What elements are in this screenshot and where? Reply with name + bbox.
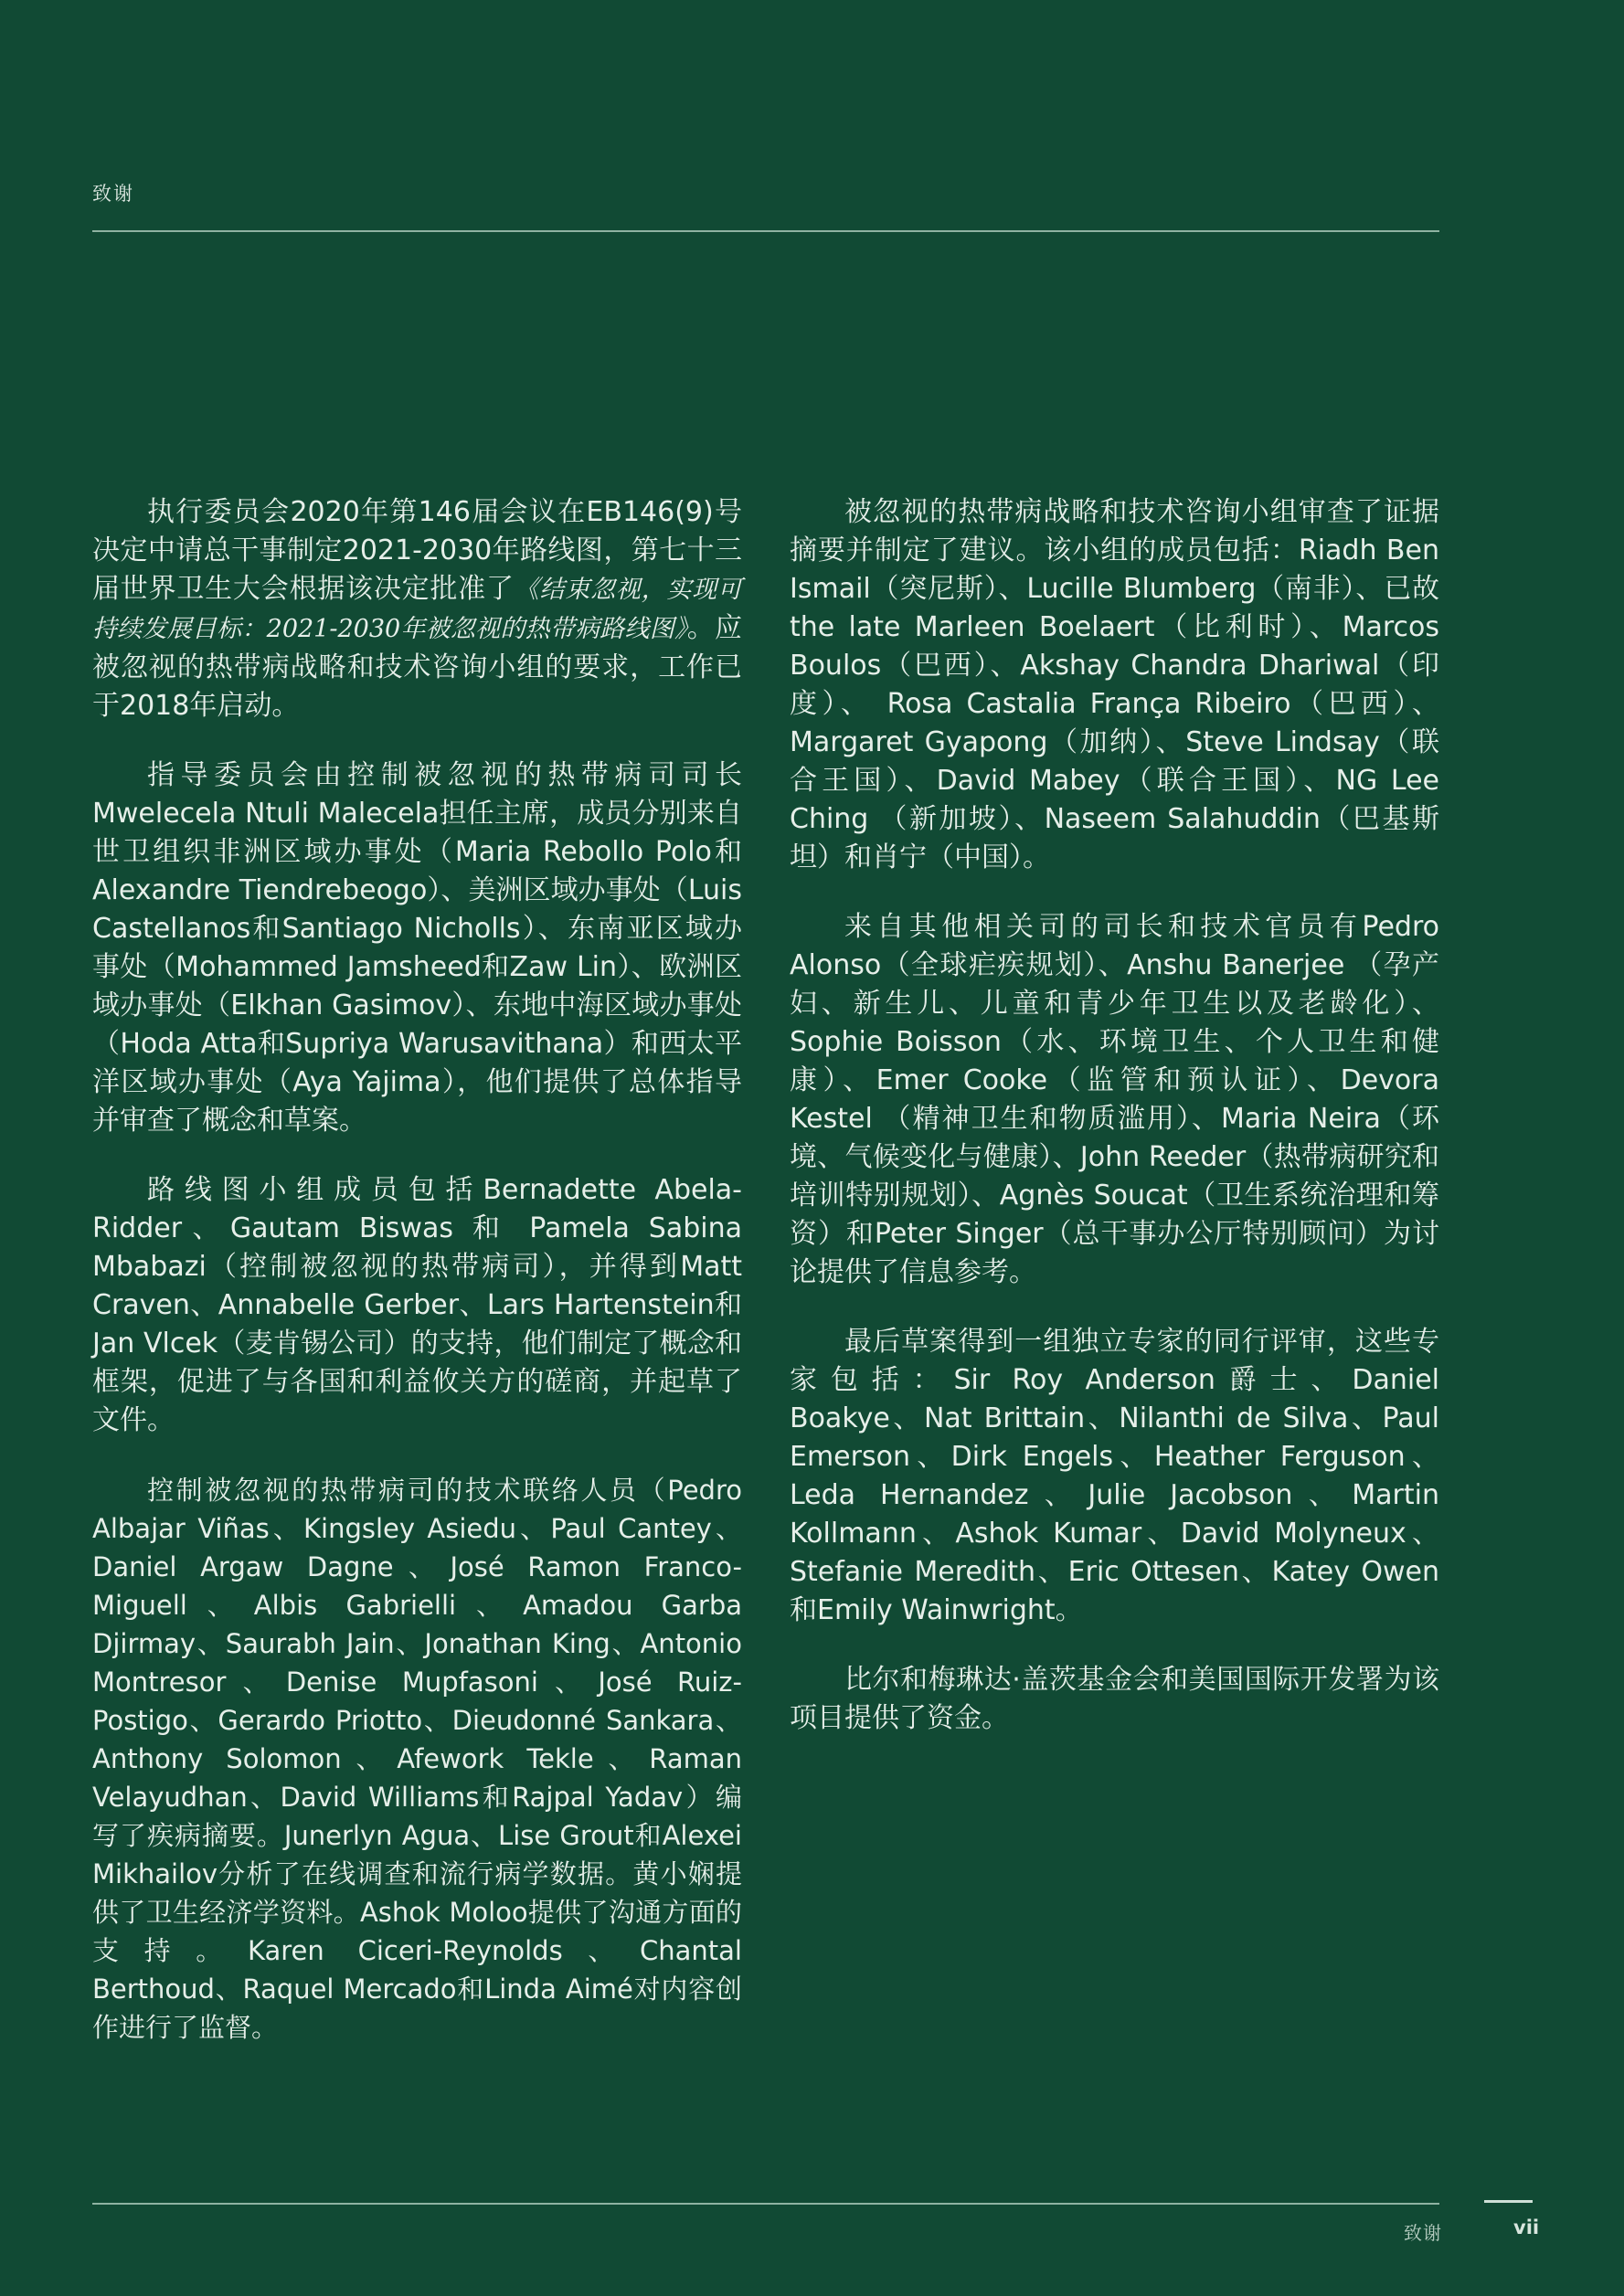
paragraph-roadmap-mandate — [92, 493, 742, 725]
paragraph-stag-review: 被忽视的热带病战略和技术咨询小组审查了证据摘要并制定了建议。该小组的成员包括：Riadh Ben Ismail（突尼斯）、Lucille Blumberg（南非）、已故the late Marleen Boelaert（比利时）、Marcos Boulos（巴西）、Akshay Chandra Dhariwal（印度）、 Rosa Castalia França Ribeiro（巴西）、Margaret Gyapong（加纳）、Steve Lindsay（联合王国）、David Mabey（联合王国）、NG Lee Ching （新加坡）、Naseem Salahuddin（巴基斯坦）和肖宁（中国）。 — [790, 496, 1439, 873]
paragraph-funding: 比尔和梅琳达·盖茨基金会和美国国际开发署为该项目提供了资金。 — [790, 1664, 1439, 1734]
page-number: vii — [1513, 2217, 1540, 2238]
paragraph-technical-focal-points: 控制被忽视的热带病司的技术联络人员（Pedro Albajar Viñas、Kingsley Asiedu、Paul Cantey、Daniel Argaw Dagne、José Ramon Franco-Miguell、Albis Gabrielli、Amadou Garba Djirmay、Saurabh Jain、Jonathan King、Antonio Montresor、Denise Mupfasoni、José Ruiz-Postigo、Gerardo Priotto、Dieudonné Sankara、Anthony Solomon、Afework Tekle、Raman Velayudhan、David Williams和Rajpal Yadav）编写了疾病摘要。Junerlyn Agua、Lise Grout和Alexei Mikhailov分析了在线调查和流行病学数据。黄小娴提供了卫生经济学资料。Ashok Moloo提供了沟通方面的支持。Karen Ciceri-Reynolds、Chantal Berthoud、Raquel Mercado和Linda Aimé对内容创作进行了监督。 — [92, 1475, 742, 2043]
header-divider — [92, 230, 1439, 232]
footer-divider — [92, 2203, 1439, 2205]
paragraph-peer-review: 最后草案得到一组独立专家的同行评审，这些专家包括：Sir Roy Anderson爵士、Daniel Boakye、Nat Brittain、Nilanthi de Silva、Paul Emerson、Dirk Engels、Heather Ferguson、Leda Hernandez、Julie Jacobson、Martin Kollmann、Ashok Kumar、David Molyneux、Stefanie Meredith、Eric Ottesen、Katey Owen和Emily Wainwright。 — [790, 1326, 1439, 1626]
paragraph-other-departments: 来自其他相关司的司长和技术官员有Pedro Alonso（全球疟疾规划）、Anshu Banerjee （孕产妇、新生儿、儿童和青少年卫生以及老龄化）、Sophie Boisson（水、环境卫生、个人卫生和健康）、Emer Cooke（监管和预认证）、Devora Kestel （精神卫生和物质滥用）、Maria Neira（环境、气候变化与健康）、John Reeder（热带病研究和培训特别规划）、Agnès Soucat（卫生系统治理和筹资）和Peter Singer（总干事办公厅特别顾问）为讨论提供了信息参考。 — [790, 911, 1439, 1288]
running-footer-label: 致谢 — [1404, 2222, 1442, 2244]
right-text-column — [790, 493, 1439, 1769]
running-header-label: 致谢 — [92, 183, 134, 205]
paragraph-roadmap-team: 路线图小组成员包括Bernadette Abela-Ridder、Gautam Biswas 和 Pamela Sabina Mbabazi（控制被忽视的热带病司），并得到Matt Craven、Annabelle Gerber、Lars Hartenstein和Jan Vlcek（麦肯锡公司）的支持，他们制定了概念和框架，促进了与各国和利益攸关方的磋商，并起草了文件。 — [92, 1174, 742, 1436]
left-text-column — [92, 493, 742, 2078]
paragraph-text: 。应被忽视的热带病战略和技术咨询小组的要求，工作已于2018年启动。 — [92, 612, 743, 722]
roadmap-title: 《结束忽视，实现可持续发展目标：2021-2030年被忽视的热带病路线图》 — [92, 576, 743, 643]
paragraph-steering-committee: 指导委员会由控制被忽视的热带病司司长Mwelecela Ntuli Malecela担任主席，成员分别来自世卫组织非洲区域办事处（Maria Rebollo Polo和Alexandre Tiendrebeogo）、美洲区域办事处（Luis Castellanos和Santiago Nicholls）、东南亚区域办事处（Mohammed Jamsheed和Zaw Lin）、欧洲区域办事处（Elkhan Gasimov）、东地中海区域办事处（Hoda Atta和Supriya Warusavithana）和西太平洋区域办事处（Aya Yajima），他们提供了总体指导并审查了概念和草案。 — [92, 759, 742, 1137]
paragraph-text: 执行委员会2020年第146届会议在EB146(9)号决定中请总干事制定2021-2030年路线图，第七十三届世界卫生大会根据该决定批准了 — [92, 496, 742, 605]
footer-accent-line — [1484, 2200, 1533, 2203]
